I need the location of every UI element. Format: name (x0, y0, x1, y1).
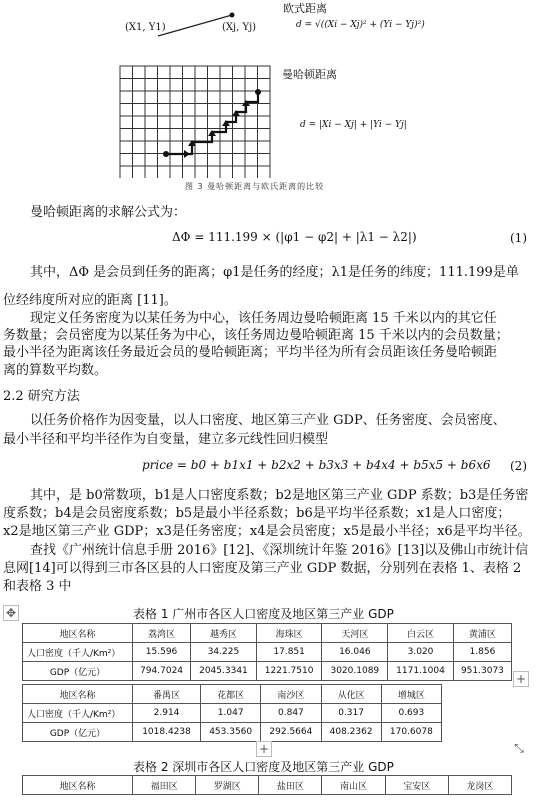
table-cell: GDP（亿元） (23, 723, 133, 742)
paragraph-model-line1: 以任务价格作为因变量，以人口密度、地区第三产业 GDP、任务密度、会员密度、 (30, 413, 506, 428)
table-cell: 2045.3341 (191, 662, 257, 681)
table-cell: 1018.4238 (133, 723, 201, 742)
table-cell: 地区名称 (23, 776, 133, 795)
table-cell: 1171.1004 (388, 662, 454, 681)
table-cell: 龙岗区 (448, 776, 511, 795)
table-cell: 0.693 (381, 704, 441, 723)
table-cell: 越秀区 (191, 624, 257, 643)
table-cell: 天河区 (322, 624, 388, 643)
table-cell: 0.317 (321, 704, 381, 723)
distance-diagram (100, 8, 290, 178)
table-cell: 从化区 (321, 685, 381, 704)
paragraph-source-line1: 查找《广州统计信息手册 2016》[12]、《深圳统计年鉴 2016》[13]以及佛山市统计信 (30, 543, 529, 558)
table-move-handle[interactable]: ✥ (3, 605, 19, 621)
table1-caption: 表格 1 广州市各区人口密度及地区第三产业 GDP (133, 607, 394, 621)
paragraph-coef-line1: 其中，是 b0常数项，b1是人口密度系数；b2是地区第三产业 GDP 系数；b3是任务密 (30, 488, 529, 503)
add-row-button[interactable]: + (256, 741, 272, 757)
euclid-title: 欧式距离 (283, 2, 327, 15)
equation-1-number: (1) (510, 231, 527, 245)
table-cell: 16.046 (322, 643, 388, 662)
table-cell: 1221.7510 (256, 662, 322, 681)
table1-block1 (22, 623, 512, 681)
table-cell: 3020.1089 (322, 662, 388, 681)
table-cell: 292.5664 (261, 723, 321, 742)
paragraph-define-line3: 最小半径为距离该任务最近会员的曼哈顿距离；平均半径为所有会员距该任务曼哈顿距 (3, 345, 498, 360)
paragraph-source-line2: 息网[14]可以得到三市各区县的人口密度及第三产业 GDP 数据，分别列在表格 1、表格 2 (3, 561, 522, 576)
table-cell: 人口密度（千人/Km²） (23, 643, 133, 662)
table-cell: 荔湾区 (133, 624, 191, 643)
table-cell: 地区名称 (23, 624, 133, 643)
table-cell: 南沙区 (261, 685, 321, 704)
table-cell: 增城区 (381, 685, 441, 704)
table-cell: 794.7024 (133, 662, 191, 681)
table-resize-handle[interactable]: ⤡ (512, 741, 526, 755)
table2 (22, 775, 512, 795)
equation-2-number: (2) (510, 459, 527, 473)
table-row (23, 662, 512, 681)
point-dot (230, 13, 235, 18)
table-cell: 0.847 (261, 704, 321, 723)
equation-2: price = b0 + b1x1 + b2x2 + b3x3 + b4x4 + b5x5 + b6x6 (142, 458, 491, 472)
grid (120, 66, 270, 178)
manhattan-title: 曼哈顿距离 (282, 68, 337, 81)
table-cell: 408.2362 (321, 723, 381, 742)
table-cell: 2.914 (133, 704, 201, 723)
table-cell: 170.6078 (381, 723, 441, 742)
table-cell: 番禺区 (133, 685, 201, 704)
table-cell: 951.3073 (453, 662, 511, 681)
table-cell: 人口密度（千人/Km²） (23, 704, 133, 723)
table-row (23, 624, 512, 643)
table-row (23, 643, 512, 662)
paragraph-model-line2: 最小半径和平均半径作为自变量，建立多元线性回归模型 (3, 432, 329, 447)
point2-label: (Xj, Yj) (222, 22, 257, 33)
table-cell: 34.225 (191, 643, 257, 662)
table-cell: 福田区 (133, 776, 196, 795)
table-cell: 罗湖区 (196, 776, 259, 795)
table-cell: 17.851 (256, 643, 322, 662)
table-cell: 花都区 (201, 685, 261, 704)
paragraph-define-line2: 务数量；会员密度为以某任务为中心，该任务周边曼哈顿距离 15 千米以内的会员数量； (3, 328, 509, 343)
point1-label: (X1, Y1) (125, 22, 166, 33)
table-cell: GDP（亿元） (23, 662, 133, 681)
paragraph-where-line1: 其中，ΔΦ 是会员到任务的距离；φ1是任务的经度；λ1是任务的纬度；111.199是单 (30, 265, 519, 280)
table-cell: 盐田区 (259, 776, 322, 795)
add-column-button[interactable]: + (513, 671, 529, 687)
paragraph-formula-intro: 曼哈顿距离的求解公式为： (30, 205, 187, 220)
table1-block2 (22, 684, 442, 742)
paragraph-define-line4: 离的算数平均数。 (3, 363, 108, 378)
table-cell: 黄浦区 (453, 624, 511, 643)
paragraph-coef-line2: 度系数；b4是会员密度系数；b5是最小半径系数；b6是平均半径系数；x1是人口密度； (3, 506, 511, 521)
table-row (23, 704, 442, 723)
table-cell: 地区名称 (23, 685, 133, 704)
equation-1: ΔΦ = 111.199 × (|φ1 − φ2| + |λ1 − λ2|) (172, 230, 417, 244)
table-row (23, 685, 442, 704)
table-cell: 1.047 (201, 704, 261, 723)
table-cell: 3.020 (388, 643, 454, 662)
euclid-formula: d = √((Xi − Xj)² + (Yi − Yj)²) (296, 20, 425, 30)
paragraph-coef-line3: x2是地区第三产业 GDP；x3是任务密度；x4是会员密度；x5是最小半径；x6是平均半径。 (3, 524, 531, 539)
table-row (23, 723, 442, 742)
manhattan-path (166, 92, 258, 154)
start-dot (163, 151, 169, 157)
table-cell: 15.596 (133, 643, 191, 662)
end-dot (255, 89, 261, 95)
paragraph-where-line2: 位经纬度所对应的距离 [11]。 (3, 293, 177, 308)
table-cell: 海珠区 (256, 624, 322, 643)
table-cell: 宝安区 (385, 776, 448, 795)
table-cell: 453.3560 (201, 723, 261, 742)
manhattan-formula: d = |Xi − Xj| + |Yi − Yj| (300, 120, 407, 130)
table2-caption: 表格 2 深圳市各区人口密度及地区第三产业 GDP (133, 760, 394, 774)
table-cell: 白云区 (388, 624, 454, 643)
figure-caption: 图 3 曼哈顿距离与欧氏距离的比较 (185, 182, 325, 191)
paragraph-define-line1: 现定义任务密度为以某任务为中心，该任务周边曼哈顿距离 15 千米以内的其它任 (30, 311, 497, 326)
table-cell: 南山区 (322, 776, 385, 795)
paragraph-source-line3: 和表格 3 中 (3, 579, 72, 594)
section-heading: 2.2 研究方法 (3, 389, 80, 404)
table-row (23, 776, 512, 795)
table-cell: 1.856 (453, 643, 511, 662)
